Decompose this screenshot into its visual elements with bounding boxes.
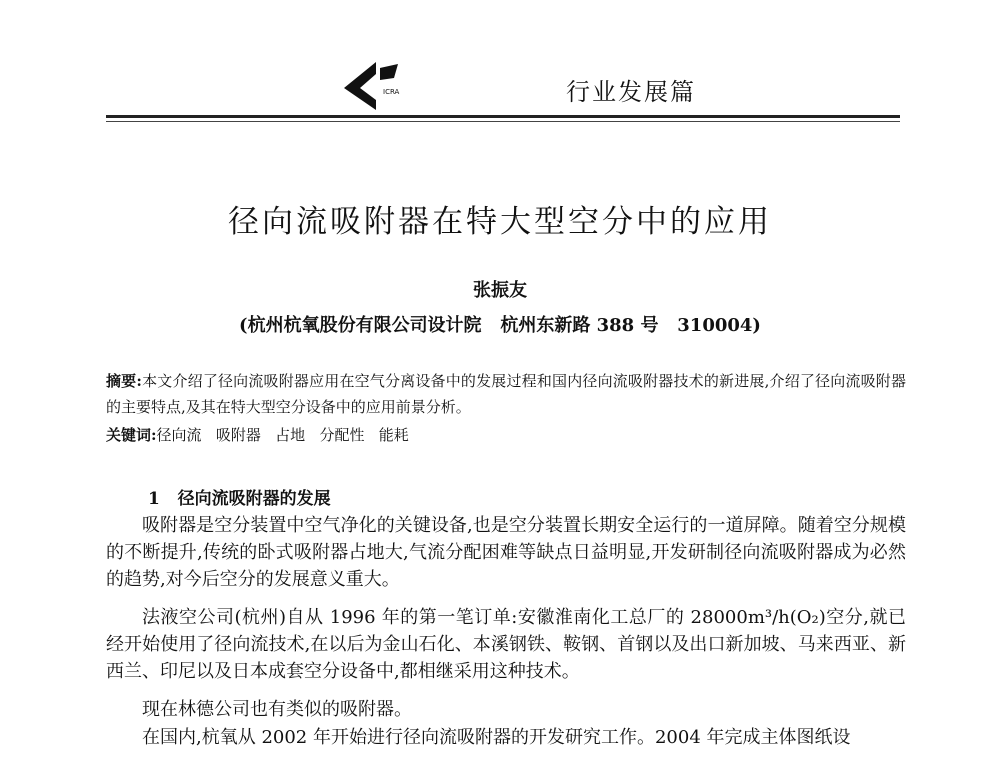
logo-text: ICRA bbox=[383, 88, 400, 96]
keywords-text: 径向流 吸附器 占地 分配性 能耗 bbox=[156, 426, 409, 444]
author-name: 张振友 bbox=[473, 280, 527, 301]
keywords bbox=[106, 422, 906, 448]
keywords-label: 关键词: bbox=[106, 426, 157, 444]
header-rule-thin bbox=[106, 121, 900, 122]
section-heading: 1 径向流吸附器的发展 bbox=[148, 489, 331, 509]
author-affiliation: (杭州杭氧股份有限公司设计院 杭州东新路 388 号 310004) bbox=[239, 315, 761, 336]
body-paragraph: 吸附器是空分装置中空气净化的关键设备,也是空分装置长期安全运行的一道屏障。随着空分规模的不断提升,传统的卧式吸附器占地大,气流分配困难等缺点日益明显,开发研制径向流吸附器成为必然的趋势,对今后空分的发展意义重大。 bbox=[106, 515, 906, 590]
abstract-text: 本文介绍了径向流吸附器应用在空气分离设备中的发展过程和国内径向流吸附器技术的新进展,介绍了径向流吸附器的主要特点,及其在特大型空分设备中的应用前景分析。 bbox=[106, 372, 906, 416]
abstract-label: 摘要: bbox=[106, 372, 142, 390]
body-paragraph: 现在林德公司也有类似的吸附器。 bbox=[142, 699, 412, 720]
body-paragraph: 在国内,杭氧从 2002 年开始进行径向流吸附器的开发研究工作。2004 年完成主体图纸设 bbox=[142, 727, 851, 748]
header-rule-thick bbox=[106, 115, 900, 118]
abstract bbox=[106, 368, 906, 420]
journal-logo bbox=[336, 58, 414, 114]
body-paragraph: 法液空公司(杭州)自从 1996 年的第一笔订单:安徽淮南化工总厂的 28000m³/h(O₂)空分,就已经开始使用了径向流技术,在以后为金山石化、本溪钢铁、鞍钢、首钢以及出口新加坡、马来西亚、新西兰、印尼以及日本成套空分设备中,都相继采用这种技术。 bbox=[106, 607, 906, 682]
article-title: 径向流吸附器在特大型空分中的应用 bbox=[228, 204, 772, 240]
section-label: 行业发展篇 bbox=[566, 78, 696, 106]
